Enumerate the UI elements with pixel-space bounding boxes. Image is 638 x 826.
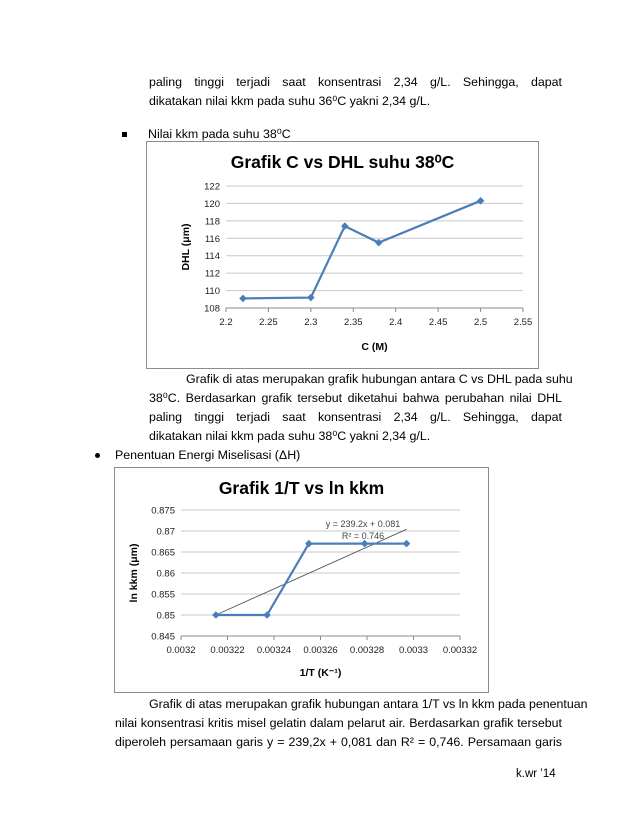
x-tick-label: 0.00328 <box>349 645 385 656</box>
x-tick-label: 0.00322 <box>210 645 245 656</box>
square-bullet-icon <box>122 132 127 137</box>
x-tick-label: 2.3 <box>304 317 318 328</box>
chart-c-vs-dhl <box>146 141 539 369</box>
data-point <box>341 222 349 230</box>
y-tick-label: 0.845 <box>151 631 175 643</box>
bullet-heading-kkm-38: Nilai kkm pada suhu 38⁰C <box>148 127 291 141</box>
x-tick-label: 2.4 <box>389 317 403 328</box>
x-tick-label: 0.0033 <box>398 645 429 656</box>
paragraph-line: Grafik di atas merupakan grafik hubungan antara C vs DHL pada suhu <box>186 372 573 386</box>
y-tick-label: 110 <box>204 286 220 298</box>
x-tick-label: 0.00332 <box>442 645 478 656</box>
paragraph-line: paling tinggi terjadi saat konsentrasi 2,34 g/L. Sehingga, dapat <box>149 75 562 89</box>
y-tick-label: 0.86 <box>156 568 175 580</box>
paragraph-line: diperoleh persamaan garis y = 239,2x + 0,081 dan R² = 0,746. Persamaan garis <box>115 735 562 749</box>
y-tick-label: 0.855 <box>151 589 175 601</box>
trendline-equation: y = 239.2x + 0.081 <box>325 519 401 529</box>
y-tick-label: 118 <box>204 216 220 228</box>
y-tick-label: 0.87 <box>156 526 175 538</box>
y-tick-label: 0.875 <box>151 505 175 517</box>
x-tick-label: 2.55 <box>513 317 533 328</box>
x-tick-label: 0.0032 <box>166 645 196 656</box>
x-tick-label: 2.5 <box>473 317 488 328</box>
data-point <box>212 611 220 619</box>
x-axis-title: C (M) <box>361 341 388 353</box>
x-tick-label: 2.35 <box>344 317 363 328</box>
y-axis-title: DHL (μm) <box>180 223 192 271</box>
paragraph-line: paling tinggi terjadi saat konsentrasi 2,34 g/L. Sehingga, dapat <box>149 410 562 424</box>
y-tick-label: 112 <box>204 268 220 280</box>
paragraph-line: dikatakan nilai kkm pada suhu 36⁰C yakni 2,34 g/L. <box>149 94 431 108</box>
x-axis-title: 1/T (K⁻¹) <box>299 667 342 679</box>
chart-plot-area <box>147 142 538 368</box>
x-tick-label: 0.00326 <box>303 645 338 656</box>
y-tick-label: 122 <box>204 181 220 193</box>
y-tick-label: 114 <box>204 251 220 263</box>
y-tick-label: 0.85 <box>156 610 175 622</box>
round-bullet-icon <box>95 453 100 458</box>
data-point <box>375 239 383 247</box>
data-point <box>239 295 247 303</box>
paragraph-line: nilai konsentrasi kritis misel gelatin dalam pelarut air. Berdasarkan grafik tersebut <box>115 716 562 730</box>
y-tick-label: 120 <box>204 198 220 210</box>
y-tick-label: 116 <box>204 233 220 245</box>
x-tick-label: 2.25 <box>259 317 278 328</box>
section-heading-delta-h: Penentuan Energi Miselisasi (ΔH) <box>115 448 301 462</box>
page-footer: k.wr ’14 <box>516 768 556 780</box>
y-axis-title: ln kkm (μm) <box>128 543 140 603</box>
trendline-r-squared: R² = 0.746 <box>341 531 385 541</box>
paragraph-line: 38⁰C. Berdasarkan grafik tersebut diketahui bahwa perubahan nilai DHL <box>149 391 562 405</box>
x-tick-label: 2.45 <box>428 317 448 328</box>
y-tick-label: 0.865 <box>151 547 175 559</box>
y-tick-label: 108 <box>204 303 220 315</box>
series-line <box>243 201 481 299</box>
x-tick-label: 2.2 <box>219 317 233 328</box>
paragraph-line: dikatakan nilai kkm pada suhu 38⁰C yakni 2,34 g/L. <box>149 429 431 443</box>
paragraph-chart1-description <box>149 370 573 446</box>
paragraph-line: Grafik di atas merupakan grafik hubungan antara 1/T vs ln kkm pada penentuan <box>149 697 588 711</box>
series-line <box>216 544 407 615</box>
data-point <box>403 540 411 548</box>
chart-title: Grafik 1/T vs ln kkm <box>218 478 385 498</box>
x-tick-label: 0.00324 <box>256 645 292 656</box>
chart-1-over-t-vs-ln-kkm <box>114 467 489 693</box>
paragraph-chart2-description <box>115 695 588 752</box>
data-point <box>307 294 315 302</box>
paragraph-kkm-36 <box>149 73 562 111</box>
chart-plot-area <box>115 468 488 692</box>
chart-title: Grafik C vs DHL suhu 38⁰C <box>230 152 455 172</box>
